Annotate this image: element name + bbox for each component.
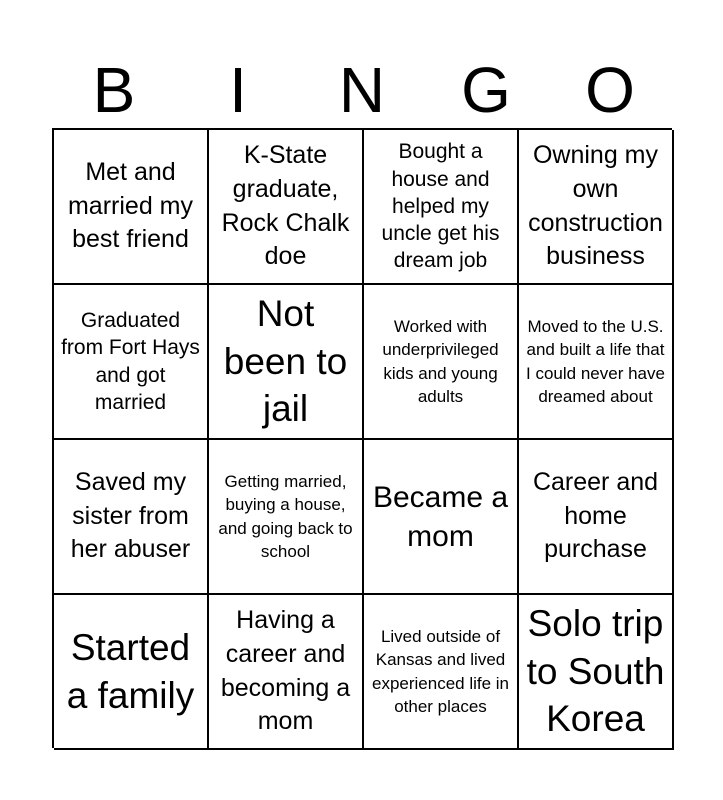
- bingo-cell[interactable]: [364, 595, 519, 750]
- bingo-cell[interactable]: [54, 285, 209, 440]
- header-letter-n: N: [338, 54, 386, 126]
- bingo-cell[interactable]: [209, 595, 364, 750]
- header-letter-g: G: [461, 54, 511, 126]
- bingo-cell[interactable]: [364, 440, 519, 595]
- bingo-cell-text: Getting married, buying a house, and going back to school: [218, 471, 353, 561]
- bingo-header: [52, 52, 672, 128]
- bingo-cell-text: Solo trip to South Korea: [526, 603, 665, 740]
- bingo-cell[interactable]: [519, 595, 674, 750]
- bingo-cell-text: Not been to jail: [223, 293, 348, 430]
- bingo-cell[interactable]: [54, 130, 209, 285]
- bingo-cell-text: Bought a house and helped my uncle get his dream job: [381, 140, 500, 273]
- bingo-cell-text: Lived outside of Kansas and lived experienced life in other places: [371, 626, 510, 716]
- bingo-cell[interactable]: [209, 440, 364, 595]
- bingo-cell-text: Moved to the U.S. and built a life that I could never have dreamed about: [526, 316, 665, 406]
- bingo-cell-text: Having a career and becoming a mom: [220, 606, 351, 736]
- bingo-cell[interactable]: [209, 130, 364, 285]
- bingo-board: [52, 128, 672, 748]
- bingo-cell-text: Saved my sister from her abuser: [70, 467, 191, 564]
- bingo-cell[interactable]: [54, 440, 209, 595]
- bingo-cell[interactable]: [519, 130, 674, 285]
- bingo-cell-text: Met and married my best friend: [67, 157, 193, 254]
- header-letter-o: O: [585, 54, 635, 126]
- header-letter-i: I: [229, 54, 247, 126]
- bingo-cell-text: K-State graduate, Rock Chalk doe: [221, 141, 350, 271]
- bingo-cell-text: Graduated from Fort Hays and got married: [61, 308, 200, 414]
- bingo-cell-text: Owning my own construction business: [528, 141, 663, 271]
- bingo-cell[interactable]: [209, 285, 364, 440]
- bingo-cell[interactable]: [364, 130, 519, 285]
- bingo-cell[interactable]: [364, 285, 519, 440]
- bingo-cell-text: Started a family: [66, 627, 195, 716]
- bingo-cell-text: Worked with underprivileged kids and young adults: [382, 316, 499, 406]
- bingo-cell-text: Career and home purchase: [532, 467, 659, 564]
- bingo-cell[interactable]: [54, 595, 209, 750]
- header-letter-b: B: [92, 54, 136, 126]
- bingo-cell[interactable]: [519, 285, 674, 440]
- bingo-cell-text: Became a mom: [372, 480, 509, 553]
- bingo-cell[interactable]: [519, 440, 674, 595]
